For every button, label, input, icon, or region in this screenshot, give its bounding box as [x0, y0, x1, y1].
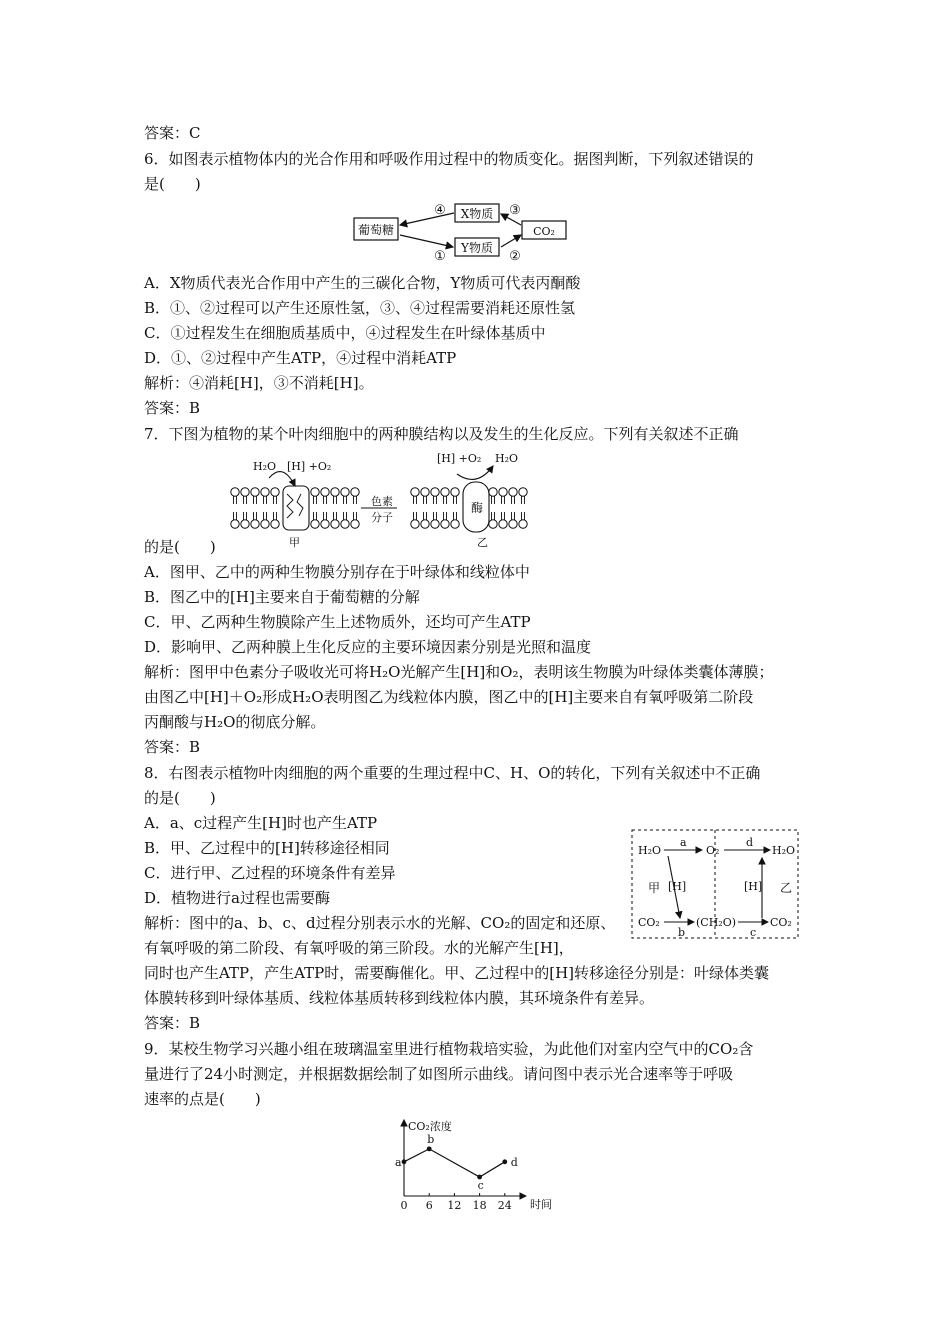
- x-tick-label: 18: [472, 1199, 487, 1212]
- q8-answer: 答案：B: [144, 1014, 201, 1032]
- q8-analysis-line4: 体膜转移到叶绿体基质、线粒体基质转移到线粒体内膜，其环境条件有差异。: [144, 989, 655, 1007]
- label-d: d: [746, 836, 754, 849]
- q6-stem-line2: 是( ): [144, 175, 201, 193]
- co2-label: CO₂: [533, 225, 555, 238]
- point-label-b: b: [427, 1132, 435, 1146]
- q8-conversion-diagram: [630, 826, 802, 942]
- step-1-label: ①: [434, 249, 446, 264]
- membrane-jia: [231, 460, 397, 549]
- point-b: [427, 1146, 432, 1151]
- q6-option-b: B．①、②过程可以产生还原性氢，③、④过程需要消耗还原性氢: [144, 299, 576, 317]
- q7-analysis-line3: 丙酮酸与H₂O的彻底分解。: [144, 713, 326, 731]
- q8-option-b: B．甲、乙过程中的[H]转移途径相同: [144, 839, 390, 857]
- x-tick-label: 24: [497, 1199, 512, 1212]
- pigment-label-1: 色素: [371, 495, 393, 508]
- q7-analysis-line1: 解析：图甲中色素分子吸收光可将H₂O光解产生[H]和O₂，表明该生物膜为叶绿体类囊体薄膜；: [144, 663, 774, 681]
- q8-stem-line2: 的是( ): [144, 789, 216, 807]
- point-label-c: c: [477, 1179, 484, 1192]
- h2o-left: H₂O: [638, 844, 662, 857]
- x-axis-label: 时间: [530, 1198, 552, 1211]
- step-4-label: ④: [434, 203, 446, 218]
- co2-right: CO₂: [770, 916, 792, 929]
- q6-pathway-diagram: [350, 198, 575, 264]
- yi-label: 乙: [780, 881, 793, 895]
- q5-answer: 答案：C: [144, 124, 201, 142]
- q8-option-d: D．植物进行a过程也需要酶: [144, 889, 330, 907]
- q6-answer: 答案：B: [144, 399, 201, 417]
- q7-stem-line2: 的是( ): [144, 538, 216, 556]
- q9-co2-chart: [392, 1116, 567, 1216]
- q6-option-c: C．①过程发生在细胞质基质中，④过程发生在叶绿体基质中: [144, 324, 546, 342]
- right-h2o: H₂O: [495, 452, 519, 465]
- step-2-label: ②: [509, 249, 521, 264]
- protein-complex: [283, 486, 309, 530]
- x-tick-label: 12: [447, 1199, 462, 1212]
- label-b: b: [678, 926, 686, 939]
- q7-membrane-diagram: [225, 448, 545, 550]
- membrane-yi-label: 乙: [477, 536, 488, 549]
- o2-label: O₂: [706, 844, 720, 857]
- q7-answer: 答案：B: [144, 738, 201, 756]
- arrow-2: [501, 235, 521, 247]
- left-products: [H] +O₂: [287, 460, 332, 473]
- q7-stem-line1: 7．下图为植物的某个叶肉细胞中的两种膜结构以及发生的生化反应。下列有关叙述不正确: [144, 425, 739, 443]
- membrane-yi: [411, 452, 527, 549]
- q8-stem-line1: 8．右图表示植物叶肉细胞的两个重要的生理过程中C、H、O的转化，下列有关叙述中不正确: [144, 764, 761, 782]
- step-3-label: ③: [509, 203, 521, 218]
- q7-option-a: A．图甲、乙中的两种生物膜分别存在于叶绿体和线粒体中: [144, 563, 530, 581]
- y-substance-label: Y物质: [461, 241, 493, 255]
- q8-option-a: A．a、c过程产生[H]时也产生ATP: [144, 814, 378, 832]
- q7-option-b: B．图乙中的[H]主要来自于葡萄糖的分解: [144, 588, 420, 606]
- point-d: [502, 1159, 507, 1164]
- q9-stem-line3: 速率的点是( ): [144, 1090, 261, 1108]
- q6-analysis: 解析：④消耗[H]，③不消耗[H]。: [144, 374, 374, 392]
- jia-label: 甲: [648, 881, 661, 895]
- pigment-label-2: 分子: [371, 511, 393, 524]
- membrane-jia-label: 甲: [289, 536, 300, 549]
- x-tick-label: 0: [400, 1199, 408, 1212]
- q7-option-d: D．影响甲、乙两种膜上生化反应的主要环境因素分别是光照和温度: [144, 638, 592, 656]
- q8-analysis-line2: 有氧呼吸的第二阶段、有氧呼吸的第三阶段。水的光解产生[H]，: [144, 939, 574, 957]
- point-a: [402, 1159, 407, 1164]
- y-axis-label: CO₂浓度: [408, 1120, 452, 1133]
- right-reactants: [H] +O₂: [437, 452, 482, 465]
- q9-stem-line1: 9．某校生物学习兴趣小组在玻璃温室里进行植物栽培实验，为此他们对室内空气中的CO₂含: [144, 1040, 754, 1058]
- q8-option-c: C．进行甲、乙过程的环境条件有差异: [144, 864, 396, 882]
- q6-option-a: A．X物质代表光合作用中产生的三碳化合物，Y物质可代表丙酮酸: [144, 274, 581, 292]
- q7-option-c: C．甲、乙两种生物膜除产生上述物质外，还均可产生ATP: [144, 613, 531, 631]
- h-left: [H]: [668, 880, 687, 893]
- arrow-4: [400, 213, 454, 225]
- point-label-a: a: [395, 1155, 402, 1169]
- x-substance-label: X物质: [460, 207, 494, 221]
- co2-left: CO₂: [638, 916, 660, 929]
- q6-stem-line1: 6．如图表示植物体内的光合作用和呼吸作用过程中的物质变化。据图判断，下列叙述错误的: [144, 150, 754, 168]
- q6-option-d: D．①、②过程中产生ATP，④过程中消耗ATP: [144, 349, 457, 367]
- co2-series-line: [404, 1149, 505, 1177]
- q7-analysis-line2: 由图乙中[H]＋O₂形成H₂O表明图乙为线粒体内膜，图乙中的[H]主要来自有氧呼吸第二阶段: [144, 688, 754, 706]
- point-label-d: d: [510, 1155, 518, 1169]
- x-tick-label: 6: [425, 1199, 433, 1212]
- h-right: [H]: [744, 880, 763, 893]
- left-h2o: H₂O: [253, 460, 277, 473]
- q8-analysis-line3: 同时也产生ATP，产生ATP时，需要酶催化。甲、乙过程中的[H]转移途径分别是：叶绿体类囊: [144, 964, 770, 982]
- h2o-right: H₂O: [772, 844, 796, 857]
- label-c: c: [750, 926, 757, 939]
- ch2o-label: (CH₂O): [696, 916, 737, 929]
- q8-analysis-line1: 解析：图中的a、b、c、d过程分别表示水的光解、CO₂的固定和还原、: [144, 914, 616, 932]
- enzyme-label: 酶: [471, 501, 484, 515]
- arrow-1: [400, 235, 453, 247]
- glucose-label: 葡萄糖: [357, 223, 395, 237]
- label-a: a: [680, 836, 687, 849]
- q9-stem-line2: 量进行了24小时测定，并根据数据绘制了如图所示曲线。请问图中表示光合速率等于呼吸: [144, 1065, 734, 1083]
